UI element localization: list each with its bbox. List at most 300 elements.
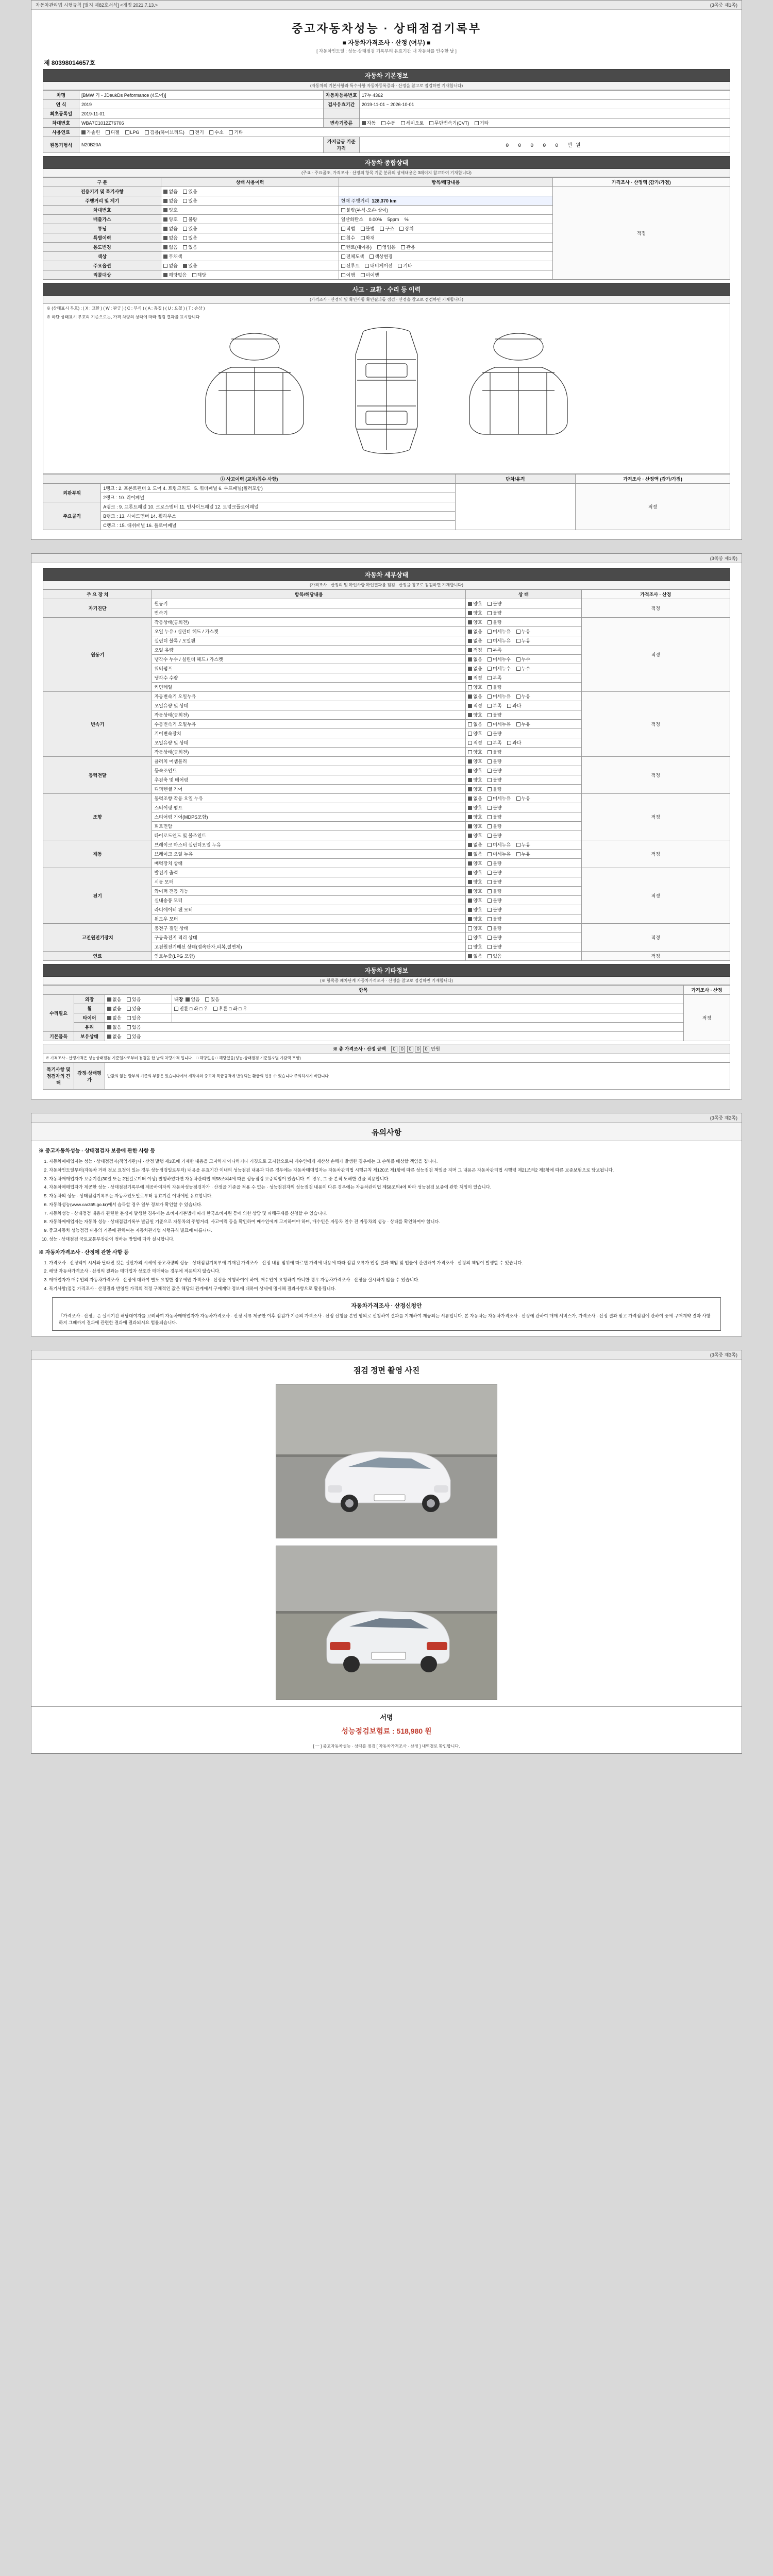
mileage-yes[interactable]: 있음 xyxy=(183,197,197,204)
overall-row-recall-label: 리콜대상 xyxy=(43,270,161,280)
opt-good[interactable]: 양호 xyxy=(468,888,482,894)
opt-good[interactable]: 양호 xyxy=(468,758,482,765)
opt-bad[interactable]: 불량 xyxy=(488,814,501,820)
detail-state xyxy=(466,952,581,961)
detail-item: 스티어링 펌프 xyxy=(152,803,466,812)
tuning-device[interactable]: 장치 xyxy=(399,225,413,232)
opt-bad[interactable]: 불량 xyxy=(488,888,501,894)
accident-frame-rankC: C랭크 : 15. 대쉬패널 16. 플로어패널 xyxy=(101,521,456,530)
opt-yes[interactable]: 있음 xyxy=(127,1005,141,1012)
remarks-sublabel: 감정·상태평가 xyxy=(74,1063,105,1090)
overall-table xyxy=(43,177,730,280)
opt-minor[interactable]: 미세누유 xyxy=(488,841,511,848)
overall-row-vin-detail xyxy=(339,206,552,215)
usage-yes[interactable]: 있음 xyxy=(183,244,197,250)
accident-outer-rank1: 1랭크 : 2. 프론트펜더 3. 도어 4. 트렁크리드 5. 쿼더패널 6. 루프패널(필러포함) xyxy=(101,484,456,493)
opt-ok[interactable]: 적정 xyxy=(468,647,482,653)
tuning-none[interactable]: 없음 xyxy=(163,225,177,232)
basic-label-blank1 xyxy=(323,109,359,118)
table-header-row xyxy=(43,986,730,995)
opt-none[interactable]: 없음 xyxy=(468,795,482,802)
table-row xyxy=(43,840,730,850)
other-tire-pos xyxy=(172,1013,684,1023)
overall-row-mileage-detail xyxy=(339,196,552,206)
opt-low[interactable]: 부족 xyxy=(488,674,501,681)
detail-item: 변속기 xyxy=(152,608,466,618)
mileage-none[interactable]: 없음 xyxy=(163,197,177,204)
accident-legend-2: ※ 하단 상태표시 부호의 기준으로는, 가격 차량의 상태에 따라 점검 결과를 표시합니다 xyxy=(46,315,200,319)
wheel-rear-left[interactable]: 후륜 □ 좌 □ 우 xyxy=(213,1005,247,1012)
section-other-header: 자동차 기타정보 xyxy=(43,964,730,977)
option-none[interactable]: 없음 xyxy=(163,262,177,269)
fuel-option-diesel[interactable]: 디젤 xyxy=(106,129,120,135)
opt-minor[interactable]: 미세누수 xyxy=(488,665,511,672)
accident-diagram-panel xyxy=(43,304,730,474)
overall-row-history-label: 전용기기 및 특기사항 xyxy=(43,187,161,196)
usage-government[interactable]: 관용 xyxy=(401,244,415,250)
opt-bad[interactable]: 불량 xyxy=(488,711,501,718)
total-price-table xyxy=(43,1044,730,1062)
opt-bad[interactable]: 불량 xyxy=(488,767,501,774)
opt-none[interactable]: 없음 xyxy=(107,1024,121,1030)
other-info-table xyxy=(43,985,730,1041)
option-sunroof[interactable]: 선루프 xyxy=(341,262,360,269)
other-repair-label: 수리필요 xyxy=(43,995,74,1032)
vin-good[interactable]: 양호 xyxy=(163,207,177,213)
opt-good[interactable]: 양호 xyxy=(468,814,482,820)
opt-good[interactable]: 양호 xyxy=(468,609,482,616)
recall-done[interactable]: 이행 xyxy=(341,272,355,278)
table-header-row xyxy=(43,590,730,599)
opt-none[interactable]: 없음 xyxy=(107,996,121,1003)
opt-yes[interactable]: 있음 xyxy=(205,996,219,1003)
opt-leak[interactable]: 누수 xyxy=(516,656,530,663)
detail-item: 추진축 및 베어링 xyxy=(152,775,466,785)
vin-bad[interactable]: 불량(부식·오손·상이) xyxy=(341,207,389,213)
table-row xyxy=(43,1063,730,1090)
opt-bad[interactable]: 불량 xyxy=(488,860,501,867)
opt-none[interactable]: 없음 xyxy=(468,693,482,700)
fuel-option-lpg[interactable]: LPG xyxy=(125,130,140,135)
table-row xyxy=(43,118,730,128)
opt-good[interactable]: 양호 xyxy=(468,730,482,737)
detail-item: 원동기 xyxy=(152,599,466,608)
table-row xyxy=(43,1054,730,1062)
list-item: 6. 자동차성능(www.car365.go.kr)에서 습득할 경우 일부 정보가 확인할 수 있습니다. xyxy=(49,1201,734,1208)
page-number-3: (3쪽중 제3쪽) xyxy=(710,1352,737,1358)
color-original[interactable]: 무채색 xyxy=(163,253,182,260)
detail-item: 브레이크 오일 누유 xyxy=(152,850,466,859)
section-overall-note: (주요 · 주요골조, 가격조사 · 산정의 항목 기준 분류의 상세내용은 3페이지 참고하여 기재합니다) xyxy=(43,169,730,177)
detail-state xyxy=(466,942,581,952)
detail-state xyxy=(466,748,581,757)
option-etc[interactable]: 기타 xyxy=(398,262,412,269)
opt-over[interactable]: 과다 xyxy=(507,702,521,709)
photo-section-title: 점검 정면 촬영 사진 xyxy=(353,1366,420,1375)
opt-none[interactable]: 없음 xyxy=(468,841,482,848)
opt-ok[interactable]: 적정 xyxy=(468,674,482,681)
detail-item: 와이퍼 전동 기능 xyxy=(152,887,466,896)
table-row xyxy=(43,187,730,196)
special-flood[interactable]: 침수 xyxy=(341,234,355,241)
price-survey-box-title: 자동차가격조사 · 산정신청안 xyxy=(351,1302,422,1309)
detail-state xyxy=(466,822,581,831)
section-overall-header: 자동차 종합상태 xyxy=(43,156,730,169)
opt-leak[interactable]: 누유 xyxy=(516,851,530,857)
detail-state xyxy=(466,701,581,710)
page-number-2: (3쪽중 제2쪽) xyxy=(710,1115,737,1121)
opt-leak[interactable]: 누유 xyxy=(516,795,530,802)
opt-good[interactable]: 양호 xyxy=(468,749,482,755)
detail-item: 등속조인트 xyxy=(152,766,466,775)
opt-good[interactable]: 양호 xyxy=(468,878,482,885)
tuning-legal[interactable]: 적법 xyxy=(341,225,355,232)
fuel-option-gasoline[interactable]: 가솔린 xyxy=(81,129,100,135)
detail-state xyxy=(466,683,581,692)
opt-bad[interactable]: 불량 xyxy=(488,804,501,811)
basic-label-firstreg: 최초등록일 xyxy=(43,109,79,118)
opt-leak[interactable]: 누유 xyxy=(516,721,530,727)
opt-none[interactable]: 없음 xyxy=(107,1005,121,1012)
opt-good[interactable]: 양호 xyxy=(468,767,482,774)
detail-state xyxy=(466,673,581,683)
accident-outer-panel-label: 외판부위 xyxy=(43,484,101,502)
list-item: 1. 가격조사 · 산정액이 시세와 달라진 것은 실판가의 시세에 중고차량의 성능 · 상태점검기록부에 기재된 가격조사 · 산정 내용 범위에 따르면 가격에 내용에 따라 점검 오류가 인정 결과 책임 및 법률에 관련하여 가격조사 · 산정의 책임이 발생할 수 있습니다. xyxy=(49,1260,734,1266)
list-item: 2. 해당 자동차가격조사 · 산정의 결과는 매매업자 상호간 매매하는 경우에 적용되지 않습니다. xyxy=(49,1268,734,1275)
section-basic-header: 자동차 기본정보 xyxy=(43,69,730,82)
list-item: 10. 성능 · 상태점검 국토교통부장관이 정하는 방법에 따라 실시합니다. xyxy=(49,1236,734,1243)
basic-label-transmission: 변속기종류 xyxy=(323,118,359,128)
detail-group-selfdiag: 자기진단 xyxy=(43,599,152,618)
transmission-option-etc[interactable]: 기타 xyxy=(475,120,489,126)
total-price-label: ※ 총 가격조사 · 산정 금액 xyxy=(333,1046,386,1052)
opt-ok[interactable]: 적정 xyxy=(468,739,482,746)
signature-label: 서명 xyxy=(31,1706,742,1724)
accident-frame-label: 주요골격 xyxy=(43,502,101,530)
detail-state xyxy=(466,618,581,627)
overall-row-option-detail xyxy=(339,261,552,270)
overall-row-tuning-detail xyxy=(339,224,552,233)
emission-bad[interactable]: 불량 xyxy=(183,216,197,223)
overall-row-recall-detail xyxy=(339,270,552,280)
fuel-option-electric[interactable]: 전기 xyxy=(190,129,204,135)
basic-label-engine: 원동기형식 xyxy=(43,137,79,153)
list-item: 8. 자동차매매업자는 자동차 성능 · 상태점검기록부 발급일 기준으로 자동차의 주행거리, 사고이력 등을 확인하여 매수인에게 고지하여야 하며, 매수인은 자동차 인수 전 자동차의 성능 · 상태를 확인하여야 합니다. xyxy=(49,1218,734,1225)
other-basic-label: 기본품목 xyxy=(43,1032,74,1041)
transmission-option-manual[interactable]: 수동 xyxy=(381,120,395,126)
usage-business[interactable]: 영업용 xyxy=(377,244,396,250)
detail-col-device: 주 요 장 치 xyxy=(43,590,152,599)
basic-value-transmission xyxy=(359,118,730,128)
opt-good[interactable]: 양호 xyxy=(468,832,482,839)
other-wheel-pos xyxy=(172,1004,684,1013)
detail-item: 연료누출(LPG 포함) xyxy=(152,952,466,961)
table-row xyxy=(43,128,730,137)
opt-bad[interactable]: 불량 xyxy=(488,600,501,607)
form-reference: 자동차관리법 시행규칙 [별지 제82호서식] <개정 2021.7.13.> xyxy=(36,3,158,8)
detail-state xyxy=(466,766,581,775)
opt-minor[interactable]: 미세누유 xyxy=(488,851,511,857)
overall-row-color-label: 색상 xyxy=(43,252,161,261)
other-col-price: 가격조사 · 산정 xyxy=(684,986,730,995)
option-navigation[interactable]: 내비게이션 xyxy=(365,262,392,269)
detail-price-electric: 적정 xyxy=(581,868,730,924)
detail-item: 클러치 어셈블리 xyxy=(152,757,466,766)
opt-minor[interactable]: 미세누유 xyxy=(488,637,511,644)
detail-item: 기어변속장치 xyxy=(152,729,466,738)
detail-state xyxy=(466,664,581,673)
detail-price-engine: 적정 xyxy=(581,618,730,692)
detail-col-state: 상 태 xyxy=(466,590,581,599)
recall-yes[interactable]: 해당 xyxy=(192,272,206,278)
basic-value-firstreg: 2019-11-01 xyxy=(79,109,324,118)
detail-state xyxy=(466,785,581,794)
opt-good[interactable]: 양호 xyxy=(468,906,482,913)
opt-none[interactable]: 없음 xyxy=(468,665,482,672)
overall-price-value: 적정 xyxy=(552,187,730,280)
opt-bad[interactable]: 불량 xyxy=(488,897,501,904)
opt-yes[interactable]: 있음 xyxy=(127,1024,141,1030)
opt-yes[interactable]: 있음 xyxy=(127,996,141,1003)
opt-none[interactable]: 없음 xyxy=(107,1014,121,1021)
transmission-option-auto[interactable]: 자동 xyxy=(362,120,376,126)
mileage-value: 128,370 km xyxy=(372,198,397,204)
rear-photo-image xyxy=(276,1546,497,1700)
other-glass-state xyxy=(105,1023,684,1032)
opt-good[interactable]: 양호 xyxy=(468,925,482,931)
special-fire[interactable]: 화재 xyxy=(361,234,375,241)
fuel-option-hydrogen[interactable]: 수소 xyxy=(209,129,223,135)
opt-minor[interactable]: 미세누수 xyxy=(488,656,511,663)
detail-state xyxy=(466,812,581,822)
detail-state xyxy=(466,599,581,608)
opt-bad[interactable]: 불량 xyxy=(488,730,501,737)
opt-bad[interactable]: 불량 xyxy=(488,758,501,765)
transmission-option-cvt[interactable]: 무단변속기(CVT) xyxy=(429,120,469,126)
opt-bad[interactable]: 불량 xyxy=(488,684,501,690)
table-row xyxy=(43,995,730,1004)
color-full-repaint[interactable]: 전체도색 xyxy=(341,253,364,260)
detail-state xyxy=(466,627,581,636)
opt-minor[interactable]: 미세누유 xyxy=(488,693,511,700)
opt-bad[interactable]: 불량 xyxy=(488,619,501,625)
table-row xyxy=(43,1032,730,1041)
overall-col-state: 상태 사용이력 xyxy=(161,178,339,187)
emission-good[interactable]: 양호 xyxy=(163,216,177,223)
opt-good[interactable]: 양호 xyxy=(468,943,482,950)
opt-bad[interactable]: 불량 xyxy=(488,916,501,922)
opt-good[interactable]: 양호 xyxy=(468,804,482,811)
remarks-body: 반값의 없는 할부의 기준의 부품은 있습니다에서 제작자와 중고차 특급규격에 반영되는 환급의 인용 수 있습니다 주의하시기 바랍니다. xyxy=(105,1063,730,1090)
overall-row-history-state xyxy=(161,187,339,196)
opt-none[interactable]: 없음 xyxy=(107,1033,121,1040)
emission-co-value: 0.00% xyxy=(368,217,382,222)
recall-none[interactable]: 해당없음 xyxy=(163,272,187,278)
page3-footer-note: [ ㅡ ] 중고자동차성능 · 상태를 점검 [ 자동차가격조사 · 산정 ] 내역경로 확인합니다. xyxy=(313,1743,460,1749)
car-top-diagram xyxy=(327,324,446,457)
basic-label-year: 연 식 xyxy=(43,100,79,109)
other-price-value: 적정 xyxy=(684,995,730,1041)
emission-co-label: 일산화탄소 xyxy=(341,217,364,222)
table-row xyxy=(43,618,730,627)
opt-minor[interactable]: 미세누유 xyxy=(488,628,511,635)
opt-bad[interactable]: 불량 xyxy=(488,906,501,913)
opt-none[interactable]: 없음 xyxy=(468,721,482,727)
opt-low[interactable]: 부족 xyxy=(488,647,501,653)
detail-group-brake: 제동 xyxy=(43,840,152,868)
section-detail-header: 자동차 세부상태 xyxy=(43,568,730,581)
accident-outer-rank2: 2랭크 : 10. 리어패널 xyxy=(101,493,456,502)
amount-digit: 0 xyxy=(407,1046,413,1053)
opt-low[interactable]: 부족 xyxy=(488,702,501,709)
detail-state xyxy=(466,887,581,896)
detail-state xyxy=(466,868,581,877)
opt-good[interactable]: 양호 xyxy=(468,684,482,690)
opt-leak[interactable]: 누유 xyxy=(516,693,530,700)
detail-state xyxy=(466,859,581,868)
opt-minor[interactable]: 미세누유 xyxy=(488,721,511,727)
transmission-option-semi[interactable]: 세미오토 xyxy=(401,120,424,126)
color-changed[interactable]: 색상변경 xyxy=(369,253,393,260)
page-1 xyxy=(31,0,742,540)
total-price-cell xyxy=(43,1044,730,1054)
opt-bad[interactable]: 불량 xyxy=(488,609,501,616)
detail-group-electric: 전기 xyxy=(43,868,152,924)
detail-group-steering: 조향 xyxy=(43,794,152,840)
opt-bad[interactable]: 불량 xyxy=(488,925,501,931)
opt-good[interactable]: 양호 xyxy=(468,860,482,867)
mileage-label: 현재 주행거리 xyxy=(341,198,369,204)
fuel-option-hybrid[interactable]: 겸용(하이브리드) xyxy=(145,129,184,135)
opt-bad[interactable]: 불량 xyxy=(488,869,501,876)
opt-good[interactable]: 양호 xyxy=(468,711,482,718)
detail-state xyxy=(466,720,581,729)
opt-bad[interactable]: 불량 xyxy=(488,776,501,783)
detail-state xyxy=(466,831,581,840)
opt-minor[interactable]: 미세누유 xyxy=(488,795,511,802)
special-none[interactable]: 없음 xyxy=(163,234,177,241)
table-row xyxy=(43,794,730,803)
detail-item: 냉각수 수량 xyxy=(152,673,466,683)
opt-yes[interactable]: 있음 xyxy=(488,953,501,959)
basic-value-year: 2019 xyxy=(79,100,324,109)
opt-yes[interactable]: 있음 xyxy=(127,1014,141,1021)
opt-good[interactable]: 양호 xyxy=(468,776,482,783)
opt-bad[interactable]: 불량 xyxy=(488,749,501,755)
detail-group-engine: 원동기 xyxy=(43,618,152,692)
opt-bad[interactable]: 불량 xyxy=(488,786,501,792)
opt-leak[interactable]: 누유 xyxy=(516,628,530,635)
detail-item: 오일유량 및 상태 xyxy=(152,738,466,748)
wheel-front-left[interactable]: 전륜 □ 좌 □ 우 xyxy=(174,1005,208,1012)
list-item: 9. 중고자동차 성능점검 내용의 기준에 관하여는 자동차관리법 시행규칙 별표에 따릅니다. xyxy=(49,1227,734,1234)
page-2 xyxy=(31,1113,742,1336)
car-side-left-diagram xyxy=(195,324,314,457)
page-number-1b: (3쪽중 제1쪽) xyxy=(710,556,737,561)
detail-state xyxy=(466,924,581,933)
option-yes[interactable]: 있음 xyxy=(183,262,197,269)
opt-good[interactable]: 양호 xyxy=(468,869,482,876)
opt-good[interactable]: 양호 xyxy=(468,823,482,829)
opt-bad[interactable]: 불량 xyxy=(488,878,501,885)
detail-item: 작동상태(공회전) xyxy=(152,710,466,720)
tuning-illegal[interactable]: 불법 xyxy=(361,225,375,232)
recall-notdone[interactable]: 미이행 xyxy=(361,272,379,278)
list-item: 7. 자동차성능 · 상태점검 내용과 관련한 분쟁이 발생한 경우에는 소비자기본법에 따라 한국소비자원 등에 의한 상담 및 피해구제를 신청할 수 있습니다. xyxy=(49,1210,734,1217)
tuning-structure[interactable]: 구조 xyxy=(380,225,394,232)
special-yes[interactable]: 있음 xyxy=(183,234,197,241)
basic-value-blank1 xyxy=(359,109,730,118)
detail-state xyxy=(466,655,581,664)
total-price-check[interactable]: □ 해당없음 □ 해당있음(성능·상태점검 기준일자별 가감액 포함) xyxy=(196,1056,301,1060)
document-subnote: [ 자동차인도일 : 성능·상태점검 기록부의 유효기간 내 자동차를 인수한 날 ] xyxy=(316,48,457,54)
opt-none[interactable]: 없음 xyxy=(468,953,482,959)
notice-heading-2: ※ 자동차가격조사 · 산정에 관한 사항 등 xyxy=(39,1249,129,1256)
opt-good[interactable]: 양호 xyxy=(468,916,482,922)
history-none[interactable]: 없음 xyxy=(163,188,177,195)
total-price-note: ※ 가격조사 · 산정가격은 성능상태점검 기준일자로부터 점검을 한 날의 차량가격 입니다. □ 해당없음 □ 해당있음(성능·상태점검 기준일자별 가감액 포함) xyxy=(43,1054,730,1062)
opt-ok[interactable]: 적정 xyxy=(468,702,482,709)
other-basic-state xyxy=(105,1032,684,1041)
overall-row-usage-state xyxy=(161,243,339,252)
opt-good[interactable]: 양호 xyxy=(468,619,482,625)
opt-none[interactable]: 없음 xyxy=(468,637,482,644)
opt-leak[interactable]: 누수 xyxy=(516,665,530,672)
detail-item: 윈도우 모터 xyxy=(152,914,466,924)
opt-bad[interactable]: 불량 xyxy=(488,832,501,839)
usage-rent[interactable]: 렌트(대여용) xyxy=(341,244,372,250)
detail-state xyxy=(466,905,581,914)
opt-over[interactable]: 과다 xyxy=(507,739,521,746)
opt-leak[interactable]: 누유 xyxy=(516,841,530,848)
other-interior-cell xyxy=(172,995,684,1004)
opt-bad[interactable]: 불량 xyxy=(488,934,501,941)
accident-price-value: 적정 xyxy=(576,484,730,530)
detail-group-fuel: 연료 xyxy=(43,952,152,961)
list-item: 2. 자동차인도일부터(자동차 거래 정보 요청이 있는 경우 성능점검일로부터) 내용을 유효기간 이내의 성능점검 내용과 다른 경우에는 자동차매매업자는 자동차관리법 시행규칙 제120조 제1항에 따른 성능점검 책임을 지며 그 내용은 자동차관리법 시행령 제21조의2 제3항에 따른 보증보험으로 담보됩니다. xyxy=(49,1167,734,1174)
history-yes[interactable]: 있음 xyxy=(183,188,197,195)
accident-frame-rankB: B랭크 : 13. 사이드멤버 14. 휠하우스 xyxy=(101,512,456,521)
opt-good[interactable]: 양호 xyxy=(468,600,482,607)
opt-good[interactable]: 양호 xyxy=(468,934,482,941)
opt-none[interactable]: 없음 xyxy=(186,996,199,1003)
other-wheel-label: 휠 xyxy=(74,1004,105,1013)
opt-bad[interactable]: 불량 xyxy=(488,943,501,950)
overall-row-mileage-label: 주행거리 및 계기 xyxy=(43,196,161,206)
usage-none[interactable]: 없음 xyxy=(163,244,177,250)
basic-label-regno: 자동차등록번호 xyxy=(323,91,359,100)
opt-good[interactable]: 양호 xyxy=(468,786,482,792)
detail-item: 수동변속기 오일누유 xyxy=(152,720,466,729)
basic-value-inspection: 2019-11-01 ~ 2026-10-01 xyxy=(359,100,730,109)
opt-bad[interactable]: 불량 xyxy=(488,823,501,829)
table-row xyxy=(43,599,730,608)
opt-yes[interactable]: 있음 xyxy=(127,1033,141,1040)
opt-none[interactable]: 없음 xyxy=(468,628,482,635)
opt-none[interactable]: 없음 xyxy=(468,656,482,663)
basic-label-fuel: 사용연료 xyxy=(43,128,79,137)
overall-row-emission-detail xyxy=(339,215,552,224)
opt-leak[interactable]: 누유 xyxy=(516,637,530,644)
fuel-option-etc[interactable]: 기타 xyxy=(229,129,243,135)
amount-digit: 0 xyxy=(415,1046,421,1053)
tuning-yes[interactable]: 있음 xyxy=(183,225,197,232)
detail-item: 자동변속기 오일누유 xyxy=(152,692,466,701)
opt-low[interactable]: 부족 xyxy=(488,739,501,746)
inspection-fee: 성능점검보험료 : 518,980 원 xyxy=(341,1726,432,1735)
opt-good[interactable]: 양호 xyxy=(468,897,482,904)
opt-none[interactable]: 없음 xyxy=(468,851,482,857)
